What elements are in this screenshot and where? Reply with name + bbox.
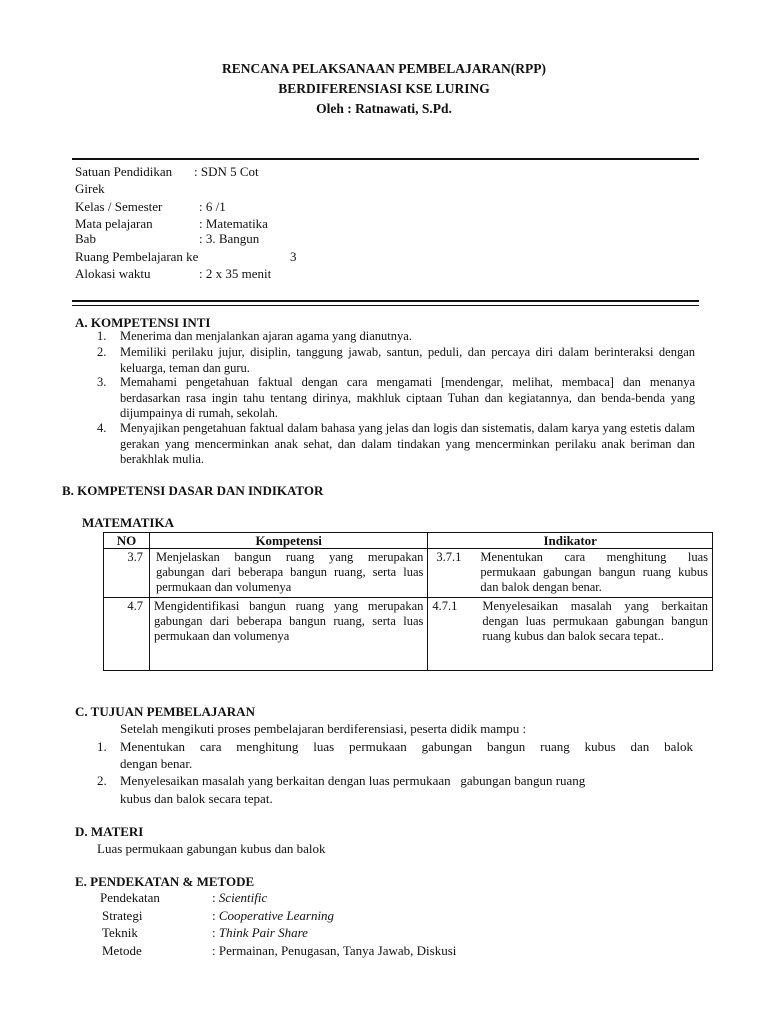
satuan-value: : SDN 5 Cot [194,164,259,179]
indikator-number: 3.7.1 [436,550,462,564]
doc-author: Oleh : Ratnawati, S.Pd. [316,101,452,116]
table-cell-indikator [428,598,713,671]
table-cell-kompetensi: Menjelaskan bangun ruang yang merupakan gabungan dari beberapa bangun ruang, serta luas permukaan dan volumenya [149,549,427,598]
strategi-value: : Cooperative Learning [212,908,335,923]
alokasi-value: : 2 x 35 menit [199,266,272,281]
ruang-value: 3 [290,249,297,264]
tujuan-intro: Setelah mengikuti proses pembelajaran berdiferensiasi, peserta didik mampu : [120,721,527,736]
mapel-label: Mata pelajaran [75,216,153,231]
table-cell-no: 4.7 [104,598,150,671]
alokasi-label: Alokasi waktu [75,266,151,281]
metode-label: Metode [102,943,142,958]
list-item-number: 4. [97,421,107,435]
list-item-text-cont: kubus dan balok secara tepat. [120,791,273,806]
materi-text: Luas permukaan gabungan kubus dan balok [97,841,326,856]
kelas-value: : 6 /1 [199,199,226,214]
list-item-number: 2. [97,345,107,359]
divider-double-thin [72,305,699,306]
kompetensi-table [103,532,713,671]
indikator-text: Menentukan cara menghitung luas permukaan gabungan bangun ruang kubus dan balok dengan benar. [480,550,708,594]
indikator-number: 4.7.1 [432,599,458,613]
list-item-text: Memiliki perilaku jujur, disiplin, tanggung jawab, santun, peduli, dan percaya diri dalam berinteraksi dengan keluarga, teman dan guru. [120,345,695,375]
list-item-number: 1. [97,329,107,343]
section-e-heading: E. PENDEKATAN & METODE [75,874,255,889]
doc-subtitle: BERDIFERENSIASI KSE LURING [278,81,490,96]
list-item-number: 3. [97,375,107,389]
list-item-text: Memahami pengetahuan faktual dengan cara mengamati [mendengar, melihat, membaca] dan menanya berdasarkan rasa ingin tahu tentang dirinya, makhluk ciptaan Tuhan dan kegiatannya, dan benda-benda yang dijumpainya di rumah, sekolah. [120,375,695,420]
list-item-text: Menentukan cara menghitung luas permukaan gabungan bangun ruang kubus dan balok [120,739,693,754]
section-b-heading: B. KOMPETENSI DASAR DAN INDIKATOR [62,483,324,498]
table-row [104,598,713,671]
teknik-label: Teknik [102,925,138,940]
table-header-row [104,533,713,549]
list-item-text: Menyelesaikan masalah yang berkaitan dengan luas permukaan gabungan bangun ruang [120,773,586,788]
kelas-label: Kelas / Semester [75,199,163,214]
ruang-label: Ruang Pembelajaran ke [75,249,199,264]
satuan-value-cont: Girek [75,181,105,196]
bab-label: Bab [75,231,96,246]
section-a-heading: A. KOMPETENSI INTI [75,315,211,330]
bab-value: : 3. Bangun [199,231,260,246]
list-item-number: 2. [97,773,107,788]
table-cell-indikator [428,549,713,598]
table-header-kompetensi: Kompetensi [149,533,427,549]
pendekatan-value: : Scientific [212,890,268,905]
mapel-value: : Matematika [199,216,268,231]
list-item-text: Menyajikan pengetahuan faktual dalam bahasa yang jelas dan logis dan sistematis, dalam karya yang estetis dalam gerakan yang mencerminkan anak sehat, dan dalam tindakan yang mencerminkan perilaku anak beriman dan berakhlak mulia. [120,421,695,466]
table-row [104,549,713,598]
indikator-text: Menyelesaikan masalah yang berkaitan dengan luas permukaan gabungan bangun ruang kubus dan balok secara tepat.. [482,599,708,643]
table-cell-no: 3.7 [104,549,150,598]
table-header-indikator: Indikator [428,533,713,549]
pendekatan-label: Pendekatan [100,890,160,905]
subject-heading: MATEMATIKA [82,515,174,530]
section-d-heading: D. MATERI [75,824,144,839]
teknik-value: : Think Pair Share [212,925,308,940]
table-header-no: NO [104,533,150,549]
satuan-label: Satuan Pendidikan [75,164,173,179]
doc-title: RENCANA PELAKSANAAN PEMBELAJARAN(RPP) [222,61,546,76]
section-c-heading: C. TUJUAN PEMBELAJARAN [75,704,255,719]
divider-double-thick [72,300,699,302]
strategi-label: Strategi [102,908,143,923]
list-item-text-cont: dengan benar. [120,756,193,771]
divider-top [72,158,699,160]
list-item-number: 1. [97,739,107,754]
metode-value: : Permainan, Penugasan, Tanya Jawab, Diskusi [212,943,457,958]
table-cell-kompetensi: Mengidentifikasi bangun ruang yang merupakan gabungan dari beberapa bangun ruang, serta luas permukaan dan volumenya [149,598,427,671]
list-item-text: Menerima dan menjalankan ajaran agama yang dianutnya. [120,329,412,343]
